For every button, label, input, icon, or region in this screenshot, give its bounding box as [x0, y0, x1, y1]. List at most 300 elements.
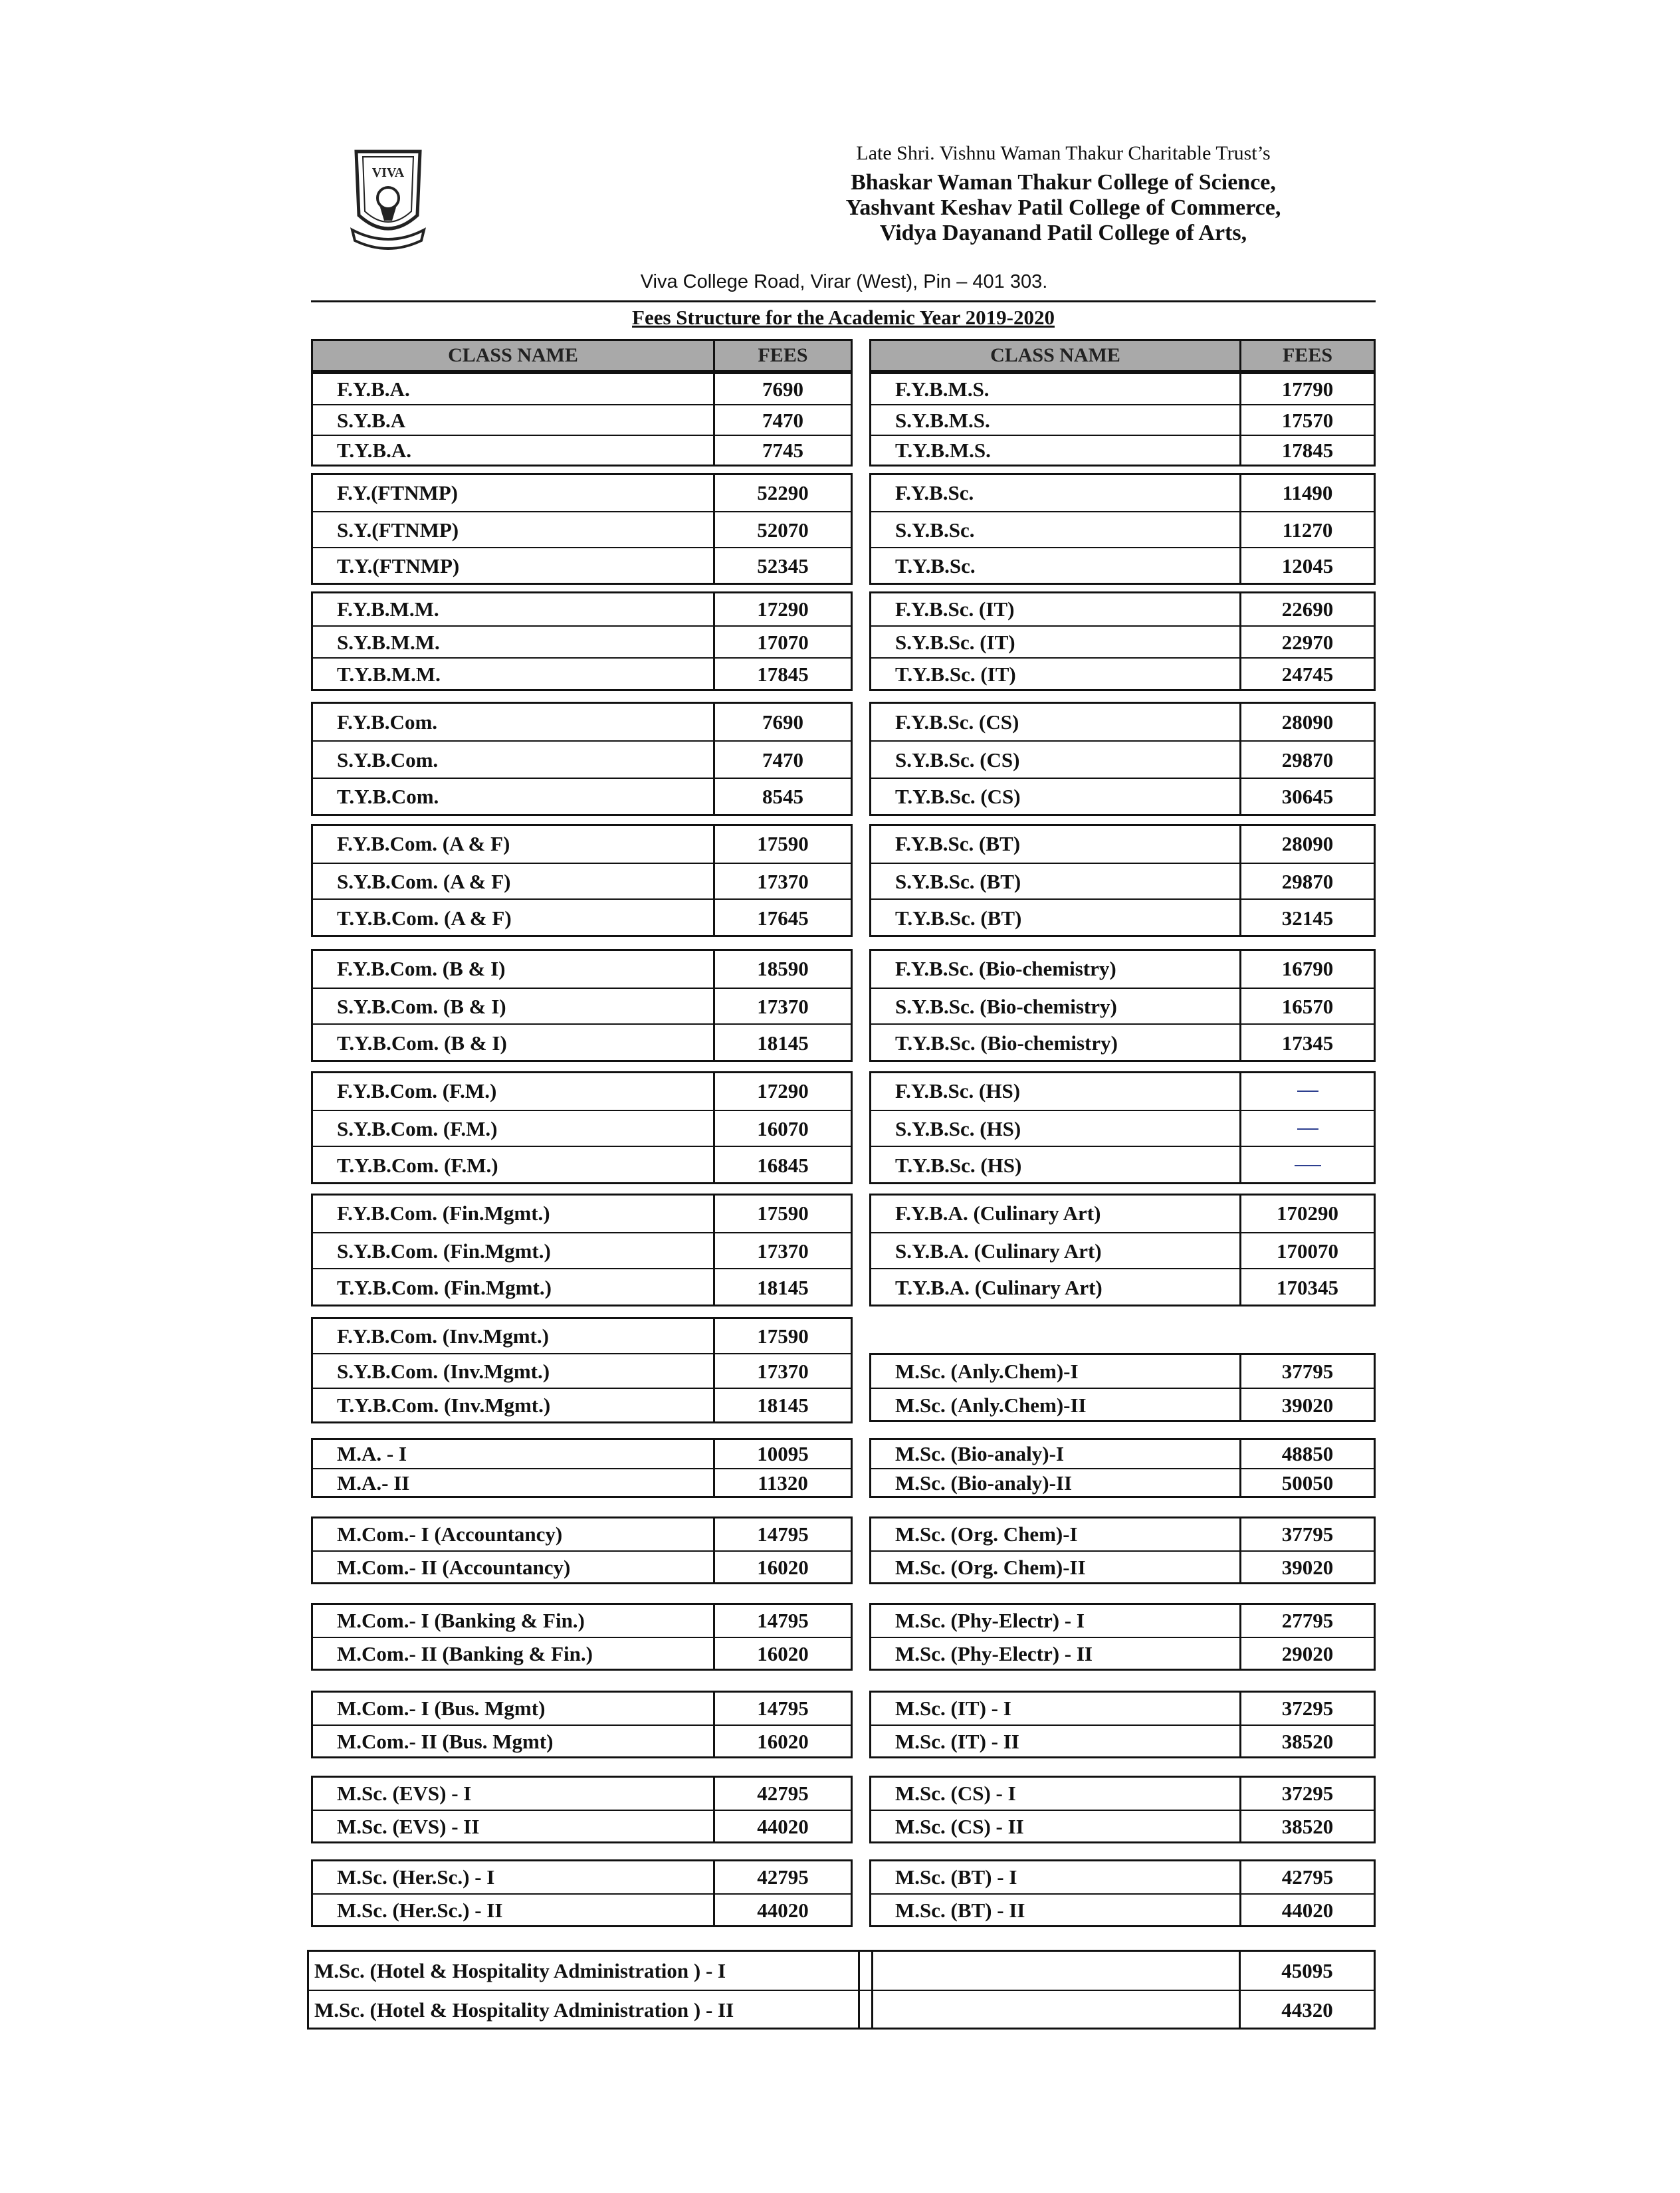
fees-cell: 16070 — [757, 1116, 809, 1140]
fees-cell: 11270 — [1282, 518, 1333, 542]
fees-cell: 24745 — [1281, 663, 1334, 686]
fees-cell: 16020 — [757, 1642, 809, 1665]
table-row — [313, 898, 851, 936]
class-name-cell: M.Sc. (Her.Sc.) - II — [337, 1899, 503, 1922]
table-row — [313, 740, 851, 778]
fees-cell: 52345 — [757, 554, 809, 577]
class-name-cell: T.Y.B.Sc. (CS) — [895, 785, 1021, 809]
fees-cell: 28090 — [1281, 710, 1334, 734]
fees-cell: 18145 — [757, 1031, 809, 1055]
table-row — [313, 1810, 851, 1843]
table-row — [871, 863, 1374, 900]
class-name-cell: T.Y.B.Com. (F.M.) — [337, 1153, 498, 1177]
fees-cell: 7470 — [762, 748, 803, 772]
table-row — [871, 704, 1374, 740]
fees-cell: 29870 — [1281, 869, 1334, 893]
class-name-cell: T.Y.B.Sc. (IT) — [895, 663, 1016, 686]
fees-cell: 7690 — [762, 377, 803, 401]
table-row — [871, 1693, 1374, 1724]
left-fee-group — [311, 1776, 853, 1843]
table-row — [871, 1355, 1374, 1388]
class-name-cell: T.Y.B.Sc. (HS) — [895, 1153, 1022, 1177]
table-row — [313, 374, 851, 404]
table-row — [313, 826, 851, 863]
class-name-cell: F.Y.B.Com. — [337, 710, 438, 734]
class-name-cell: M.Sc. (Anly.Chem)-I — [895, 1359, 1079, 1383]
class-name-cell: T.Y.B.Com. (Inv.Mgmt.) — [337, 1394, 551, 1417]
class-name-cell: M.Sc. (BT) - I — [895, 1865, 1017, 1889]
fees-cell — [1241, 1111, 1374, 1148]
class-name-cell: M.Sc. (IT) - II — [895, 1730, 1019, 1753]
right-header-class-name: CLASS NAME — [871, 341, 1239, 370]
column-divider — [1239, 374, 1241, 465]
left-fee-group — [311, 1516, 853, 1584]
left-fee-group — [311, 824, 853, 937]
fees-cell: 29020 — [1281, 1642, 1334, 1665]
class-name-cell: M.Sc. (EVS) - I — [337, 1782, 472, 1805]
table-row — [313, 1893, 851, 1927]
left-fee-group — [311, 591, 853, 691]
fees-cell: 16845 — [757, 1153, 809, 1177]
right-fee-group — [869, 1603, 1376, 1671]
fees-cell: 32145 — [1281, 906, 1334, 930]
table-row — [309, 1990, 1374, 2029]
class-name-cell: F.Y.B.Com. (B & I) — [337, 957, 506, 981]
class-name-cell: M.Sc. (Phy-Electr) - I — [895, 1609, 1085, 1632]
column-divider — [1239, 1518, 1241, 1582]
class-name-cell: F.Y.B.Sc. (CS) — [895, 710, 1019, 734]
fees-cell: 14795 — [757, 1697, 809, 1720]
table-row — [871, 778, 1374, 815]
class-name-cell: M.A.- II — [337, 1471, 410, 1495]
column-divider — [713, 1440, 715, 1496]
column-divider — [713, 1196, 715, 1305]
class-name-cell: F.Y.B.Sc. (Bio-chemistry) — [895, 957, 1116, 981]
left-fee-group — [311, 1859, 853, 1927]
column-divider — [1239, 341, 1241, 370]
class-name-cell: M.Sc. (EVS) - II — [337, 1815, 480, 1838]
table-row — [871, 374, 1374, 404]
left-header-fees: FEES — [715, 341, 851, 370]
class-name-cell: M.Com.- I (Accountancy) — [337, 1522, 563, 1546]
column-divider — [713, 1605, 715, 1669]
table-row — [871, 1232, 1374, 1270]
class-name-cell: S.Y.B.Sc. (Bio-chemistry) — [895, 994, 1117, 1018]
column-divider — [713, 1778, 715, 1841]
table-row — [313, 475, 851, 511]
left-table-header — [311, 339, 853, 372]
table-row — [313, 1724, 851, 1758]
table-row — [313, 778, 851, 815]
class-name-cell: S.Y.B.Com. — [337, 748, 439, 772]
column-divider — [713, 1319, 715, 1421]
table-row — [313, 1196, 851, 1232]
table-row — [871, 1268, 1374, 1306]
table-row — [313, 593, 851, 625]
right-fee-group — [869, 473, 1376, 585]
table-row — [313, 1268, 851, 1306]
class-name-cell: S.Y.B.Sc. (IT) — [895, 631, 1015, 654]
class-name-cell: F.Y.B.Sc. (HS) — [895, 1079, 1021, 1103]
column-divider — [713, 1693, 715, 1756]
table-row — [313, 1861, 851, 1893]
class-name-cell: M.Sc. (Bio-analy)-I — [895, 1442, 1065, 1465]
fees-cell: 42795 — [757, 1865, 809, 1889]
right-fee-group — [869, 1691, 1376, 1758]
right-fee-group — [869, 1438, 1376, 1498]
table-row — [313, 1110, 851, 1148]
column-divider — [1239, 1355, 1241, 1420]
right-fee-group — [869, 949, 1376, 1062]
column-divider — [1239, 1693, 1241, 1756]
class-name-cell: S.Y.B.Sc. (CS) — [895, 748, 1020, 772]
table-row — [313, 863, 851, 900]
fees-cell: 44020 — [757, 1899, 809, 1922]
class-name-cell: S.Y.(FTNMP) — [337, 518, 459, 542]
right-fee-group — [869, 372, 1376, 467]
table-row — [871, 1110, 1374, 1148]
class-name-cell: S.Y.B.M.M. — [337, 631, 440, 654]
fees-cell: 8545 — [762, 785, 803, 809]
table-row — [313, 547, 851, 584]
fees-cell: 17370 — [757, 994, 809, 1018]
class-name-cell: M.Com.- II (Banking & Fin.) — [337, 1642, 593, 1665]
fees-cell: 44020 — [757, 1815, 809, 1838]
class-name-cell: M.Sc. (Bio-analy)-II — [895, 1471, 1073, 1495]
column-divider — [1239, 704, 1241, 814]
table-row — [313, 1388, 851, 1423]
column-divider — [713, 826, 715, 935]
table-row — [313, 1353, 851, 1388]
fees-cell: 30645 — [1281, 785, 1334, 809]
right-table-header — [869, 339, 1376, 372]
right-fee-group — [869, 1353, 1376, 1422]
college-crest-logo — [348, 142, 428, 255]
column-divider — [713, 341, 715, 370]
fees-cell: 39020 — [1281, 1393, 1334, 1417]
column-divider — [713, 951, 715, 1060]
table-row — [313, 1146, 851, 1184]
class-name-cell: T.Y.B.Sc. (BT) — [895, 906, 1022, 930]
class-name-cell: T.Y.B.Sc. — [895, 554, 976, 577]
fees-cell: 17370 — [757, 1359, 809, 1383]
table-row — [871, 826, 1374, 863]
handwritten-dash-mark — [1295, 1165, 1321, 1166]
fees-cell: 12045 — [1281, 554, 1334, 577]
fees-cell: 39020 — [1281, 1556, 1334, 1579]
fees-cell: 38520 — [1281, 1730, 1334, 1753]
right-fee-group — [869, 1516, 1376, 1584]
class-name-cell: S.Y.B.Com. (A & F) — [337, 869, 511, 893]
table-row — [871, 404, 1374, 435]
column-divider — [713, 1073, 715, 1182]
table-row — [871, 1810, 1374, 1843]
college-name-science: Bhaskar Waman Thakur College of Science, — [851, 170, 1276, 195]
fees-cell: 17645 — [757, 906, 809, 930]
table-row — [871, 475, 1374, 511]
fees-cell — [1241, 1147, 1374, 1184]
table-row — [871, 1724, 1374, 1758]
table-row — [313, 1518, 851, 1550]
fees-cell: 170290 — [1277, 1201, 1338, 1225]
table-row — [871, 1778, 1374, 1810]
fees-cell: 16790 — [1281, 957, 1334, 981]
fees-cell: 17345 — [1281, 1031, 1334, 1055]
class-name-cell: T.Y.B.A. (Culinary Art) — [895, 1275, 1102, 1299]
table-row — [871, 657, 1374, 690]
class-name-cell: M.Com.- I (Banking & Fin.) — [337, 1609, 585, 1632]
class-name-cell: F.Y.(FTNMP) — [337, 481, 458, 504]
fees-cell: 37295 — [1281, 1697, 1334, 1720]
right-fee-group — [869, 702, 1376, 816]
table-row — [871, 1023, 1374, 1061]
left-fee-group — [311, 473, 853, 585]
table-row — [871, 1196, 1374, 1232]
right-fee-group — [869, 1071, 1376, 1184]
fees-cell: 17790 — [1281, 377, 1334, 401]
column-divider — [713, 475, 715, 583]
class-name-cell: F.Y.B.M.S. — [895, 377, 990, 401]
table-row — [871, 593, 1374, 625]
fees-cell: 22690 — [1281, 597, 1334, 621]
fees-cell: 27795 — [1281, 1609, 1334, 1632]
column-divider — [713, 374, 715, 465]
table-row — [871, 740, 1374, 778]
column-divider — [1239, 1196, 1241, 1305]
fees-cell: 52290 — [757, 481, 809, 504]
column-divider — [713, 593, 715, 689]
table-row — [313, 1232, 851, 1270]
column-divider — [1239, 826, 1241, 935]
table-row — [871, 951, 1374, 988]
class-name-cell: M.Sc. (Anly.Chem)-II — [895, 1393, 1087, 1417]
column-divider — [871, 1952, 873, 2028]
fees-cell: 17290 — [757, 597, 809, 621]
fees-cell: 37295 — [1281, 1782, 1334, 1805]
fees-cell: 11320 — [758, 1471, 808, 1495]
class-name-cell: F.Y.B.A. — [337, 377, 410, 401]
right-fee-group — [869, 1194, 1376, 1306]
table-row — [871, 511, 1374, 548]
column-divider — [1239, 1952, 1241, 2028]
header-divider — [311, 300, 1376, 302]
class-name-cell: T.Y.B.Com. (A & F) — [337, 906, 512, 930]
fees-cell: 7745 — [762, 439, 803, 463]
class-name-cell: T.Y.B.Sc. (Bio-chemistry) — [895, 1031, 1118, 1055]
class-name-cell: T.Y.(FTNMP) — [337, 554, 460, 577]
college-name-arts: Vidya Dayanand Patil College of Arts, — [879, 221, 1247, 245]
class-name-cell: F.Y.B.Sc. — [895, 481, 974, 504]
left-fee-group — [311, 372, 853, 467]
trust-name: Late Shri. Vishnu Waman Thakur Charitable Trust’s — [856, 142, 1271, 164]
column-divider — [858, 1952, 860, 2028]
class-name-cell: M.Sc. (Hotel & Hospitality Administration ) - II — [314, 1998, 734, 2022]
class-name-cell: M.Sc. (Her.Sc.) - I — [337, 1865, 495, 1889]
fees-cell: 17370 — [757, 1239, 809, 1263]
column-divider — [1239, 1605, 1241, 1669]
class-name-cell: T.Y.B.Com. (Fin.Mgmt.) — [337, 1275, 552, 1299]
class-name-cell: T.Y.B.A. — [337, 439, 411, 463]
fees-cell: 7470 — [762, 408, 803, 432]
fees-cell: 18590 — [757, 957, 809, 981]
table-row — [871, 547, 1374, 584]
left-fee-group — [311, 949, 853, 1062]
right-fee-group — [869, 1776, 1376, 1843]
left-fee-group — [311, 702, 853, 816]
college-name-commerce: Yashvant Keshav Patil College of Commerce, — [845, 195, 1281, 220]
class-name-cell: F.Y.B.A. (Culinary Art) — [895, 1201, 1101, 1225]
table-row — [871, 988, 1374, 1025]
fees-cell: 16570 — [1281, 994, 1334, 1018]
fees-cell: 22970 — [1281, 631, 1334, 654]
class-name-cell: M.Sc. (CS) - I — [895, 1782, 1016, 1805]
class-name-cell: M.Sc. (Org. Chem)-I — [895, 1522, 1078, 1546]
svg-text:VIVA: VIVA — [371, 165, 405, 180]
fees-cell: 17370 — [757, 869, 809, 893]
table-row — [871, 1440, 1374, 1468]
table-row — [871, 435, 1374, 466]
class-name-cell: S.Y.B.Sc. (HS) — [895, 1116, 1021, 1140]
fees-cell: 17845 — [757, 663, 809, 686]
left-fee-group — [311, 1317, 853, 1423]
table-row — [871, 1073, 1374, 1110]
fees-cell: 170070 — [1277, 1239, 1338, 1263]
class-name-cell: F.Y.B.Com. (F.M.) — [337, 1079, 497, 1103]
fees-cell: 17290 — [757, 1079, 809, 1103]
document-title: Fees Structure for the Academic Year 2019-2020 — [632, 306, 1055, 329]
class-name-cell: F.Y.B.Com. (Inv.Mgmt.) — [337, 1324, 549, 1348]
class-name-cell: S.Y.B.Com. (Fin.Mgmt.) — [337, 1239, 551, 1263]
table-row — [313, 951, 851, 988]
fees-cell: 37795 — [1281, 1522, 1334, 1546]
fees-cell: 38520 — [1281, 1815, 1334, 1838]
fees-cell: 44320 — [1281, 1998, 1333, 2022]
class-name-cell: M.Sc. (IT) - I — [895, 1697, 1011, 1720]
table-row — [313, 1319, 851, 1353]
left-fee-group — [311, 1691, 853, 1758]
fees-cell: 37795 — [1281, 1359, 1334, 1383]
fees-cell: 28090 — [1281, 832, 1334, 856]
table-row — [309, 1952, 1374, 1990]
fees-cell: 44020 — [1281, 1899, 1334, 1922]
fees-cell: 18145 — [757, 1275, 809, 1299]
class-name-cell: T.Y.B.M.S. — [895, 439, 991, 463]
handwritten-dash-mark — [1297, 1128, 1318, 1130]
fees-cell: 52070 — [757, 518, 809, 542]
column-divider — [1239, 593, 1241, 689]
left-fee-group — [311, 1438, 853, 1498]
handwritten-dash-mark — [1297, 1091, 1318, 1092]
fees-cell: 11490 — [1282, 481, 1333, 504]
table-row — [871, 1637, 1374, 1670]
fees-cell: 16020 — [757, 1730, 809, 1753]
class-name-cell: S.Y.B.A. (Culinary Art) — [895, 1239, 1102, 1263]
table-row — [871, 625, 1374, 659]
table-row — [313, 625, 851, 659]
hotel-admin-fee-group — [307, 1950, 1376, 2030]
fees-cell: 50050 — [1281, 1471, 1334, 1495]
class-name-cell: F.Y.B.Sc. (BT) — [895, 832, 1021, 856]
fees-cell: 10095 — [757, 1442, 809, 1465]
class-name-cell: T.Y.B.Com. — [337, 785, 439, 809]
class-name-cell: M.Com.- I (Bus. Mgmt) — [337, 1697, 546, 1720]
fees-cell: 29870 — [1281, 748, 1334, 772]
college-address: Viva College Road, Virar (West), Pin – 401 303. — [640, 271, 1048, 292]
fees-cell: 17570 — [1281, 408, 1334, 432]
fees-cell: 170345 — [1277, 1275, 1338, 1299]
table-row — [313, 435, 851, 466]
table-row — [313, 988, 851, 1025]
class-name-cell: F.Y.B.Com. (Fin.Mgmt.) — [337, 1201, 550, 1225]
table-row — [313, 1073, 851, 1110]
table-row — [871, 898, 1374, 936]
right-fee-group — [869, 1859, 1376, 1927]
column-divider — [1239, 1073, 1241, 1182]
table-row — [313, 1637, 851, 1670]
table-row — [871, 1518, 1374, 1550]
fees-cell: 17845 — [1281, 439, 1334, 463]
right-header-fees: FEES — [1241, 341, 1374, 370]
class-name-cell: F.Y.B.M.M. — [337, 597, 439, 621]
fees-cell: 48850 — [1281, 1442, 1334, 1465]
fees-cell: 17590 — [757, 1201, 809, 1225]
class-name-cell: M.Com.- II (Accountancy) — [337, 1556, 571, 1579]
column-divider — [713, 1861, 715, 1925]
class-name-cell: T.Y.B.M.M. — [337, 663, 441, 686]
table-row — [871, 1893, 1374, 1927]
left-header-class-name: CLASS NAME — [313, 341, 713, 370]
fees-cell: 45095 — [1281, 1958, 1333, 1982]
fees-cell: 17070 — [757, 631, 809, 654]
class-name-cell: S.Y.B.Com. (F.M.) — [337, 1116, 498, 1140]
table-row — [313, 511, 851, 548]
fees-cell: 42795 — [757, 1782, 809, 1805]
table-row — [313, 1693, 851, 1724]
fees-cell: 7690 — [762, 710, 803, 734]
table-row — [313, 404, 851, 435]
class-name-cell: S.Y.B.A — [337, 408, 406, 432]
column-divider — [1239, 951, 1241, 1060]
fees-cell: 14795 — [757, 1522, 809, 1546]
table-row — [871, 1861, 1374, 1893]
class-name-cell: S.Y.B.Sc. — [895, 518, 975, 542]
column-divider — [1239, 1861, 1241, 1925]
class-name-cell: F.Y.B.Sc. (IT) — [895, 597, 1015, 621]
column-divider — [1239, 1778, 1241, 1841]
table-row — [313, 657, 851, 690]
class-name-cell: M.Sc. (Phy-Electr) - II — [895, 1642, 1093, 1665]
table-row — [313, 1778, 851, 1810]
class-name-cell: M.Sc. (Org. Chem)-II — [895, 1556, 1086, 1579]
class-name-cell: M.Sc. (Hotel & Hospitality Administration ) - I — [314, 1958, 726, 1982]
fees-cell: 16020 — [757, 1556, 809, 1579]
class-name-cell: M.Com.- II (Bus. Mgmt) — [337, 1730, 554, 1753]
column-divider — [713, 704, 715, 814]
fees-cell: 42795 — [1281, 1865, 1334, 1889]
column-divider — [1239, 1440, 1241, 1496]
left-fee-group — [311, 1603, 853, 1671]
table-row — [313, 1440, 851, 1468]
column-divider — [1239, 475, 1241, 583]
class-name-cell: F.Y.B.Com. (A & F) — [337, 832, 510, 856]
left-fee-group — [311, 1071, 853, 1184]
class-name-cell: M.Sc. (BT) - II — [895, 1899, 1025, 1922]
table-row — [313, 1023, 851, 1061]
fees-cell: 17590 — [757, 832, 809, 856]
table-row — [871, 1468, 1374, 1497]
table-row — [313, 704, 851, 740]
fees-cell: 18145 — [757, 1394, 809, 1417]
